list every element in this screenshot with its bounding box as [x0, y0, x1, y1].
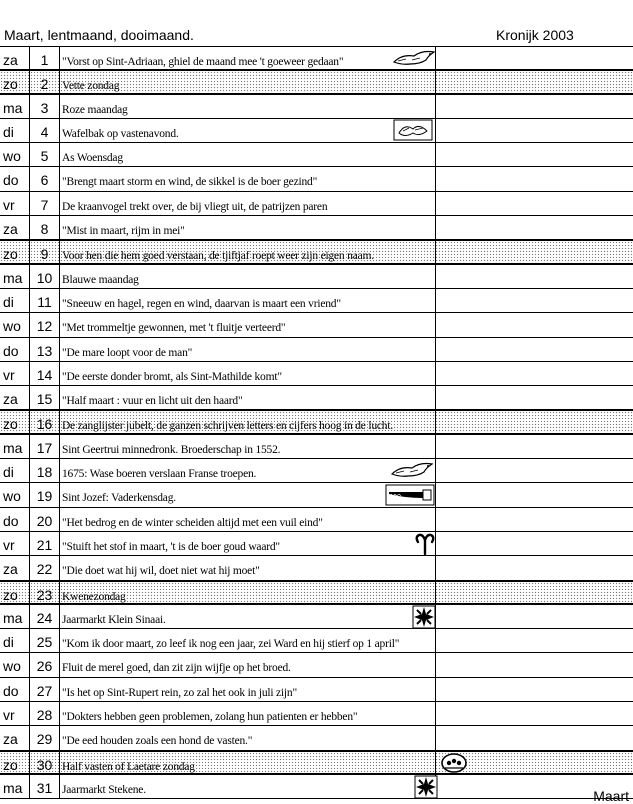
extra-cell: [436, 71, 633, 92]
extra-cell: [436, 95, 633, 118]
extra-cell: [436, 459, 633, 482]
note-cell: "Half maart : vuur en licht uit den haard": [60, 386, 436, 409]
note-cell: "Is het op Sint-Rupert rein, zo zal het ook in juli zijn": [60, 678, 436, 701]
date-cell: 23: [30, 582, 60, 603]
extra-cell: [436, 435, 633, 458]
extra-cell: [436, 726, 633, 749]
weekday-cell: di: [0, 119, 30, 142]
weekday-cell: vr: [0, 532, 30, 555]
calendar-row: [0, 605, 633, 629]
extra-cell: [436, 556, 633, 579]
extra-cell: [436, 216, 633, 239]
calendar-row: [0, 167, 633, 191]
weekday-cell: vr: [0, 362, 30, 385]
date-cell: 17: [30, 435, 60, 458]
weekday-cell: vr: [0, 192, 30, 215]
weekday-cell: zo: [0, 241, 30, 262]
weekday-cell: di: [0, 629, 30, 652]
date-cell: 15: [30, 386, 60, 409]
extra-cell: [436, 289, 633, 312]
extra-cell: [436, 265, 633, 288]
note-cell: As Woensdag: [60, 143, 436, 166]
calendar-row: [0, 532, 633, 556]
wafer-icon: [393, 119, 433, 146]
calendar-row: [0, 678, 633, 702]
note-cell: De zanglijster jubelt, de ganzen schrijven letters en cijfers hoog in de lucht.: [60, 411, 436, 432]
weekday-cell: za: [0, 216, 30, 239]
weekday-cell: za: [0, 386, 30, 409]
note-cell: "Kom ik door maart, zo leef ik nog een jaar, zei Ward en hij stierf op 1 april": [60, 629, 436, 652]
note-cell: Kwenezondag: [60, 582, 436, 603]
calendar-row: [0, 362, 633, 386]
date-cell: 27: [30, 678, 60, 701]
calendar-row: [0, 338, 633, 362]
note-cell: "De mare loopt voor de man": [60, 338, 436, 361]
extra-cell: [436, 47, 633, 69]
extra-cell: [436, 241, 633, 262]
date-cell: 9: [30, 241, 60, 262]
weekday-cell: do: [0, 508, 30, 531]
note-cell: De kraanvogel trekt over, de bij vliegt uit, de patrijzen paren: [60, 192, 436, 215]
bird-icon: [390, 460, 434, 485]
extra-cell: [436, 653, 633, 676]
note-cell: Wafelbak op vastenavond.: [60, 119, 436, 142]
date-cell: 3: [30, 95, 60, 118]
weekday-cell: zo: [0, 752, 30, 773]
calendar-row: [0, 483, 633, 507]
extra-cell: [436, 605, 633, 628]
date-cell: 2: [30, 71, 60, 92]
date-cell: 8: [30, 216, 60, 239]
calendar-row: [0, 751, 633, 775]
note-cell: "Mist in maart, rijm in mei": [60, 216, 436, 239]
bird-icon: [392, 48, 436, 73]
calendar-row: [0, 289, 633, 313]
date-cell: 18: [30, 459, 60, 482]
weekday-cell: ma: [0, 95, 30, 118]
weekday-cell: za: [0, 47, 30, 69]
date-cell: 22: [30, 556, 60, 579]
date-cell: 26: [30, 653, 60, 676]
calendar-row: [0, 95, 633, 119]
calendar-row: [0, 386, 633, 410]
extra-cell: [436, 313, 633, 336]
weekday-cell: zo: [0, 71, 30, 92]
note-cell: "Met trommeltje gewonnen, met 't fluitje verteerd": [60, 313, 436, 336]
note-cell: Sint Jozef: Vaderkensdag.: [60, 483, 436, 506]
extra-cell: [436, 143, 633, 166]
note-cell: Half vasten of Laetare zondag: [60, 752, 436, 773]
calendar-row: [0, 508, 633, 532]
date-cell: 14: [30, 362, 60, 385]
calendar-row: [0, 313, 633, 337]
calendar-row: [0, 119, 633, 143]
note-cell: "De eed houden zoals een hond de vasten.": [60, 726, 436, 749]
weekday-cell: di: [0, 459, 30, 482]
note-cell: Jaarmarkt Klein Sinaai.: [60, 605, 436, 628]
date-cell: 6: [30, 167, 60, 190]
extra-cell: [436, 119, 633, 142]
page-title: Maart, lentmaand, dooimaand.: [4, 27, 194, 43]
weekday-cell: do: [0, 167, 30, 190]
calendar-row: [0, 556, 633, 580]
date-cell: 5: [30, 143, 60, 166]
extra-cell: [436, 582, 633, 603]
weekday-cell: di: [0, 289, 30, 312]
calendar-row: [0, 216, 633, 240]
extra-cell: [436, 167, 633, 190]
date-cell: 12: [30, 313, 60, 336]
date-cell: 10: [30, 265, 60, 288]
note-cell: "Het bedrog en de winter scheiden altijd met een vuil eind": [60, 508, 436, 531]
weekday-cell: do: [0, 338, 30, 361]
note-cell: Jaarmarkt Stekene.: [60, 775, 436, 798]
note-cell: Sint Geertrui minnedronk. Broederschap in 1552.: [60, 435, 436, 458]
weekday-cell: ma: [0, 435, 30, 458]
date-cell: 21: [30, 532, 60, 555]
date-cell: 13: [30, 338, 60, 361]
calendar-table: [0, 46, 633, 799]
weekday-cell: wo: [0, 313, 30, 336]
date-cell: 25: [30, 629, 60, 652]
note-cell: 1675: Wase boeren verslaan Franse troepen.: [60, 459, 436, 482]
weekday-cell: wo: [0, 143, 30, 166]
note-cell: Voor hen die hem goed verstaan, de tjiftjaf roept weer zijn eigen naam.: [60, 241, 436, 262]
date-cell: 4: [30, 119, 60, 142]
calendar-row: [0, 265, 633, 289]
note-cell: "De eerste donder bromt, als Sint-Mathilde komt": [60, 362, 436, 385]
extra-cell: [436, 338, 633, 361]
footer-month: Maart: [593, 788, 629, 804]
calendar-row: [0, 435, 633, 459]
calendar-row: [0, 702, 633, 726]
note-cell: Fluit de merel goed, dan zit zijn wijfje op het broed.: [60, 653, 436, 676]
weekday-cell: za: [0, 556, 30, 579]
date-cell: 1: [30, 47, 60, 69]
extra-cell: [436, 532, 633, 555]
date-cell: 19: [30, 483, 60, 506]
date-cell: 29: [30, 726, 60, 749]
extra-cell: [436, 508, 633, 531]
weekday-cell: ma: [0, 265, 30, 288]
note-cell: "Dokters hebben geen problemen, zolang hun patienten er hebben": [60, 702, 436, 725]
date-cell: 30: [30, 752, 60, 773]
note-cell: Vette zondag: [60, 71, 436, 92]
weekday-cell: ma: [0, 605, 30, 628]
extra-cell: [436, 483, 633, 506]
calendar-row: [0, 46, 633, 70]
calendar-row: [0, 240, 633, 264]
weekday-cell: do: [0, 678, 30, 701]
extra-cell: [436, 411, 633, 432]
calendar-row: [0, 775, 633, 799]
date-cell: 28: [30, 702, 60, 725]
calendar-row: [0, 726, 633, 750]
weekday-cell: zo: [0, 582, 30, 603]
extra-cell: [436, 702, 633, 725]
note-cell: "Vorst op Sint-Adriaan, ghiel de maand mee 't goeweer gedaan": [60, 47, 436, 69]
calendar-row: [0, 629, 633, 653]
extra-cell: [436, 678, 633, 701]
calendar-row: [0, 70, 633, 94]
calendar-row: [0, 581, 633, 605]
date-cell: 20: [30, 508, 60, 531]
calendar-row: [0, 653, 633, 677]
weekday-cell: vr: [0, 702, 30, 725]
weekday-cell: wo: [0, 653, 30, 676]
extra-cell: [436, 629, 633, 652]
note-cell: "Die doet wat hij wil, doet niet wat hij moet": [60, 556, 436, 579]
note-cell: "Brengt maart storm en wind, de sikkel is de boer gezind": [60, 167, 436, 190]
note-cell: "Sneeuw en hagel, regen en wind, daarvan is maart een vriend": [60, 289, 436, 312]
calendar-row: [0, 459, 633, 483]
note-cell: "Stuift het stof in maart, 't is de boer goud waard": [60, 532, 436, 555]
weekday-cell: ma: [0, 775, 30, 798]
note-cell: Roze maandag: [60, 95, 436, 118]
extra-cell: [436, 192, 633, 215]
weekday-cell: wo: [0, 483, 30, 506]
calendar-row: [0, 410, 633, 434]
weekday-cell: zo: [0, 411, 30, 432]
date-cell: 7: [30, 192, 60, 215]
date-cell: 11: [30, 289, 60, 312]
date-cell: 16: [30, 411, 60, 432]
weekday-cell: za: [0, 726, 30, 749]
calendar-row: [0, 192, 633, 216]
extra-cell: [436, 362, 633, 385]
cross-icon: [414, 775, 438, 804]
calendar-row: [0, 143, 633, 167]
date-cell: 31: [30, 775, 60, 798]
chronicle-year: Kronijk 2003: [496, 27, 574, 43]
date-cell: 24: [30, 605, 60, 628]
note-cell: Blauwe maandag: [60, 265, 436, 288]
extra-cell: [436, 386, 633, 409]
